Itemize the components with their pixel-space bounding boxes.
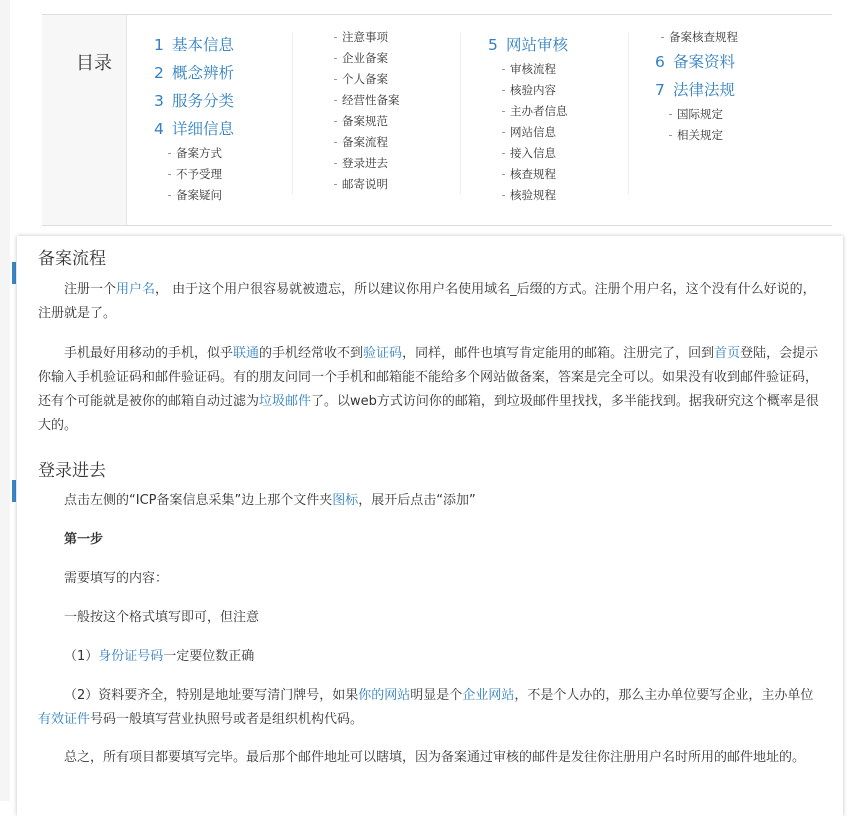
toc-subitem[interactable]: 不予受理 xyxy=(154,164,294,185)
link[interactable]: 用户名 xyxy=(116,282,156,297)
link[interactable]: 你的网站 xyxy=(358,688,411,703)
paragraph: 手机最好用移动的手机，似乎联通的手机经常收不到验证码，同样，邮件也填写肯定能用的邮箱。注册完了，回到首页登陆，会提示你输入手机验证码和邮件验证码。有的朋友问同一个手机和邮箱能不能给多个网站做备案，答案是完全可以。如果没有收到邮件验证码，还有个可能就是被你的邮箱自动过滤为垃圾邮件了。以web方式访问你的邮箱，到垃圾邮件里找找，多半能找到。据我研究这个概率是很大的。 xyxy=(38,346,819,433)
toc-subitem[interactable]: 审核流程 xyxy=(488,59,638,80)
section-marker xyxy=(12,262,16,284)
toc-subitem[interactable]: 核验内容 xyxy=(488,80,638,101)
table-of-contents xyxy=(42,14,832,226)
paragraph: 需要填写的内容： xyxy=(64,571,169,586)
link[interactable]: 验证码 xyxy=(363,346,403,361)
toc-subitem[interactable]: 个人备案 xyxy=(334,69,474,90)
paragraph: 一般按这个格式填写即可，但注意 xyxy=(64,610,260,625)
link[interactable]: 首页 xyxy=(714,346,741,361)
toc-subitem[interactable]: 网站信息 xyxy=(488,122,638,143)
paragraph: 注册一个用户名， 由于这个用户很容易就被遗忘，所以建议你用户名使用域名_后缀的方式。注册个用户名，这个没有什么好说的，注册就是了。 xyxy=(38,282,816,321)
toc-subitem[interactable]: 企业备案 xyxy=(334,48,474,69)
toc-column-3 xyxy=(488,31,638,206)
link[interactable]: 垃圾邮件 xyxy=(259,394,312,409)
toc-heading-7[interactable]: 7 法律法规 xyxy=(655,81,736,99)
toc-column-1 xyxy=(154,31,294,206)
toc-subitem[interactable]: 核查规程 xyxy=(488,164,638,185)
toc-subitem[interactable]: 登录进去 xyxy=(334,153,474,174)
toc-subitem[interactable]: 核验规程 xyxy=(488,185,638,206)
link[interactable]: 图标 xyxy=(332,493,359,508)
note-item: （2）资料要齐全，特别是地址要写清门牌号，如果你的网站明显是个企业网站，不是个人办的，那么主办单位要写企业，主办单位有效证件号码一般填写营业执照号或者是组织机构代码。 xyxy=(38,688,814,727)
toc-heading-1[interactable]: 1 基本信息 xyxy=(154,36,235,54)
toc-divider xyxy=(460,33,461,195)
toc-subitem[interactable]: 邮寄说明 xyxy=(334,174,474,195)
link[interactable]: 身份证号码 xyxy=(98,649,164,664)
toc-subitem[interactable]: 注意事项 xyxy=(334,27,474,48)
toc-subitem[interactable]: 备案流程 xyxy=(334,132,474,153)
toc-subitem[interactable]: 备案疑问 xyxy=(154,185,294,206)
note-item: （1）身份证号码一定要位数正确 xyxy=(64,649,255,664)
toc-subitem[interactable]: 接入信息 xyxy=(488,143,638,164)
toc-subitem[interactable]: 相关规定 xyxy=(655,125,825,146)
section-title: 备案流程 xyxy=(38,249,106,269)
toc-divider xyxy=(292,33,293,195)
toc-column-2 xyxy=(334,27,474,195)
toc-subitem[interactable]: 备案核查规程 xyxy=(655,27,825,48)
toc-subitem[interactable]: 主办者信息 xyxy=(488,101,638,122)
toc-subitem[interactable]: 国际规定 xyxy=(655,104,825,125)
toc-column-4 xyxy=(655,27,825,146)
section-marker xyxy=(12,480,16,502)
link[interactable]: 企业网站 xyxy=(462,688,515,703)
link[interactable]: 有效证件 xyxy=(38,712,91,727)
toc-subitem[interactable]: 备案方式 xyxy=(154,143,294,164)
toc-heading-5[interactable]: 5 网站审核 xyxy=(488,36,569,54)
left-rail xyxy=(0,0,10,801)
paragraph: 总之，所有项目都要填写完毕。最后那个邮件地址可以瞎填，因为备案通过审核的邮件是发往你注册用户名时所用的邮件地址的。 xyxy=(64,750,806,765)
toc-label-panel xyxy=(42,15,127,225)
toc-heading-6[interactable]: 6 备案资料 xyxy=(655,53,736,71)
toc-heading-2[interactable]: 2 概念辨析 xyxy=(154,64,235,82)
link[interactable]: 联通 xyxy=(233,346,260,361)
toc-label: 目录 xyxy=(76,53,112,74)
toc-subitem[interactable]: 经营性备案 xyxy=(334,90,474,111)
toc-heading-4[interactable]: 4 详细信息 xyxy=(154,120,235,138)
article-content xyxy=(17,236,843,816)
toc-subitem[interactable]: 备案规范 xyxy=(334,111,474,132)
section-title: 登录进去 xyxy=(38,461,106,481)
step-heading: 第一步 xyxy=(64,532,104,547)
toc-divider xyxy=(628,33,629,195)
paragraph: 点击左侧的“ICP备案信息采集”边上那个文件夹图标，展开后点击“添加” xyxy=(64,493,476,508)
toc-heading-3[interactable]: 3 服务分类 xyxy=(154,92,235,110)
